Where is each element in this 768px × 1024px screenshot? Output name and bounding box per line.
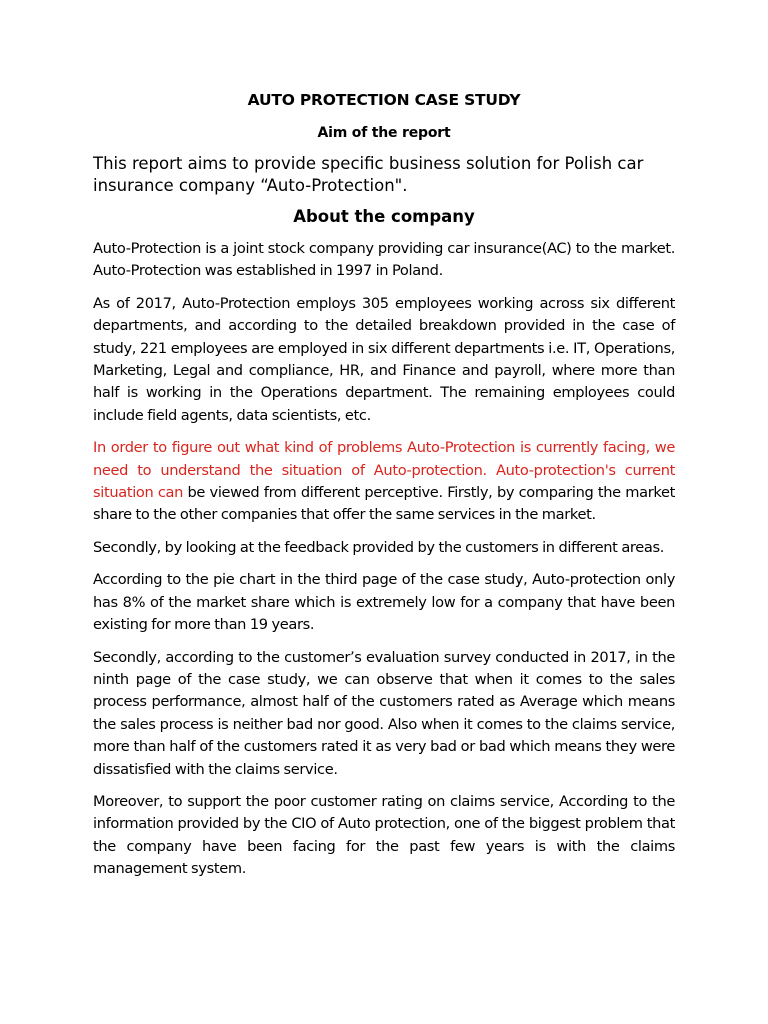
about-heading: About the company bbox=[293, 207, 475, 226]
document-body bbox=[93, 238, 675, 891]
paragraph-situation-rest: be viewed from different perceptive. Firstly, by comparing the market share to the other companies that offer the same services in the market. bbox=[93, 484, 675, 524]
paragraph-company-intro: Auto-Protection is a joint stock company providing car insurance(AC) to the market. Auto-Protection was established in 1997 in Poland. bbox=[93, 240, 675, 280]
paragraph-survey: Secondly, according to the customer’s evaluation survey conducted in 2017, in the ninth page of the case study, we can observe that when it comes to the sales process performance, almost half of the customers rated as Average which means the sales process is neither bad nor good. Also when it comes to the claims service, more than half of the customers rated it as very bad or bad which means they were dissatisfied with the claims service. bbox=[93, 648, 675, 778]
paragraph-employees: As of 2017, Auto-Protection employs 305 employees working across six different departments, and according to the detailed breakdown provided in the case of study, 221 employees are employed in six different departments i.e. IT, Operations, Marketing, Legal and compliance, HR, and Finance and payroll, where more than half is working in the Operations department. The remaining employees could include field agents, data scientists, etc. bbox=[93, 294, 675, 424]
paragraph-situation bbox=[93, 437, 675, 527]
paragraph-claims: Moreover, to support the poor customer rating on claims service, According to the information provided by the CIO of Auto protection, one of the biggest problem that the company have been facing for the past few years is with the claims management system. bbox=[93, 792, 675, 878]
paragraph-feedback: Secondly, by looking at the feedback provided by the customers in different areas. bbox=[93, 538, 665, 556]
document-title: AUTO PROTECTION CASE STUDY bbox=[247, 91, 521, 109]
aim-heading: Aim of the report bbox=[317, 125, 451, 141]
paragraph-market-share: According to the pie chart in the third page of the case study, Auto-protection only has 8% of the market share which is extremely low for a company that have been existing for more than 19 years. bbox=[93, 571, 675, 634]
aim-text: This report aims to provide specific business solution for Polish car insurance company “Auto-Protection". bbox=[93, 154, 644, 195]
highlighted-text: In order to figure out what kind of problems Auto-Protection is currently facing, we need to understand the situation of Auto-protection. Auto-protection's current situation can bbox=[93, 439, 675, 502]
